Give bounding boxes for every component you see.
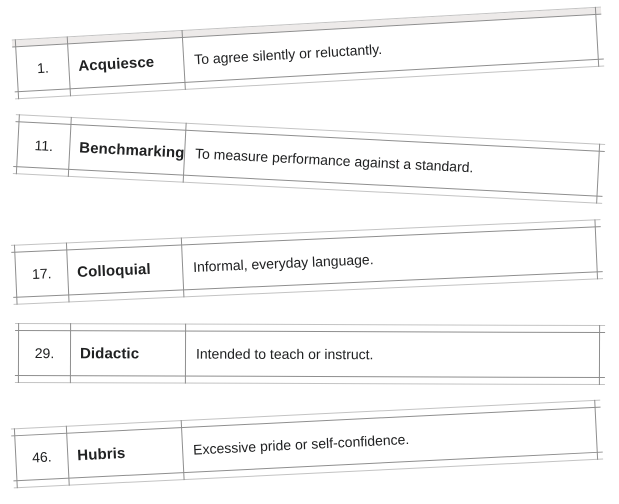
- vocab-row-strip: [11, 400, 603, 489]
- table-row: [15, 227, 596, 296]
- table-row: [17, 122, 598, 195]
- vocab-word: Hubris: [76, 444, 126, 464]
- row-number: 17.: [31, 265, 52, 282]
- vocab-definition: Informal, everyday language.: [192, 251, 374, 275]
- vocab-row-strip: [13, 114, 605, 204]
- vocab-word: Colloquial: [76, 260, 152, 281]
- vocab-row-strip: [12, 7, 604, 100]
- vocab-definition: Excessive pride or self-confidence.: [192, 431, 410, 458]
- table-row: [19, 331, 599, 377]
- row-number: 11.: [34, 137, 54, 155]
- vocab-definition: To measure performance against a standard.: [194, 145, 474, 176]
- neighbor-row-line: [15, 382, 605, 385]
- vocab-definition: Intended to teach or instruct.: [195, 345, 374, 363]
- vocab-word: Acquiesce: [77, 53, 155, 75]
- vocab-word: Benchmarking: [78, 138, 185, 162]
- row-number: 1.: [36, 59, 50, 77]
- vocab-row-strip: [11, 219, 603, 305]
- row-number: 46.: [31, 448, 52, 466]
- table-row: [15, 408, 596, 480]
- neighbor-row-line: [15, 323, 605, 326]
- row-number: 29.: [34, 345, 55, 362]
- vocab-row-strip: [15, 323, 605, 385]
- vocab-word: Didactic: [79, 344, 140, 362]
- vocab-definition: To agree silently or reluctantly.: [193, 40, 383, 68]
